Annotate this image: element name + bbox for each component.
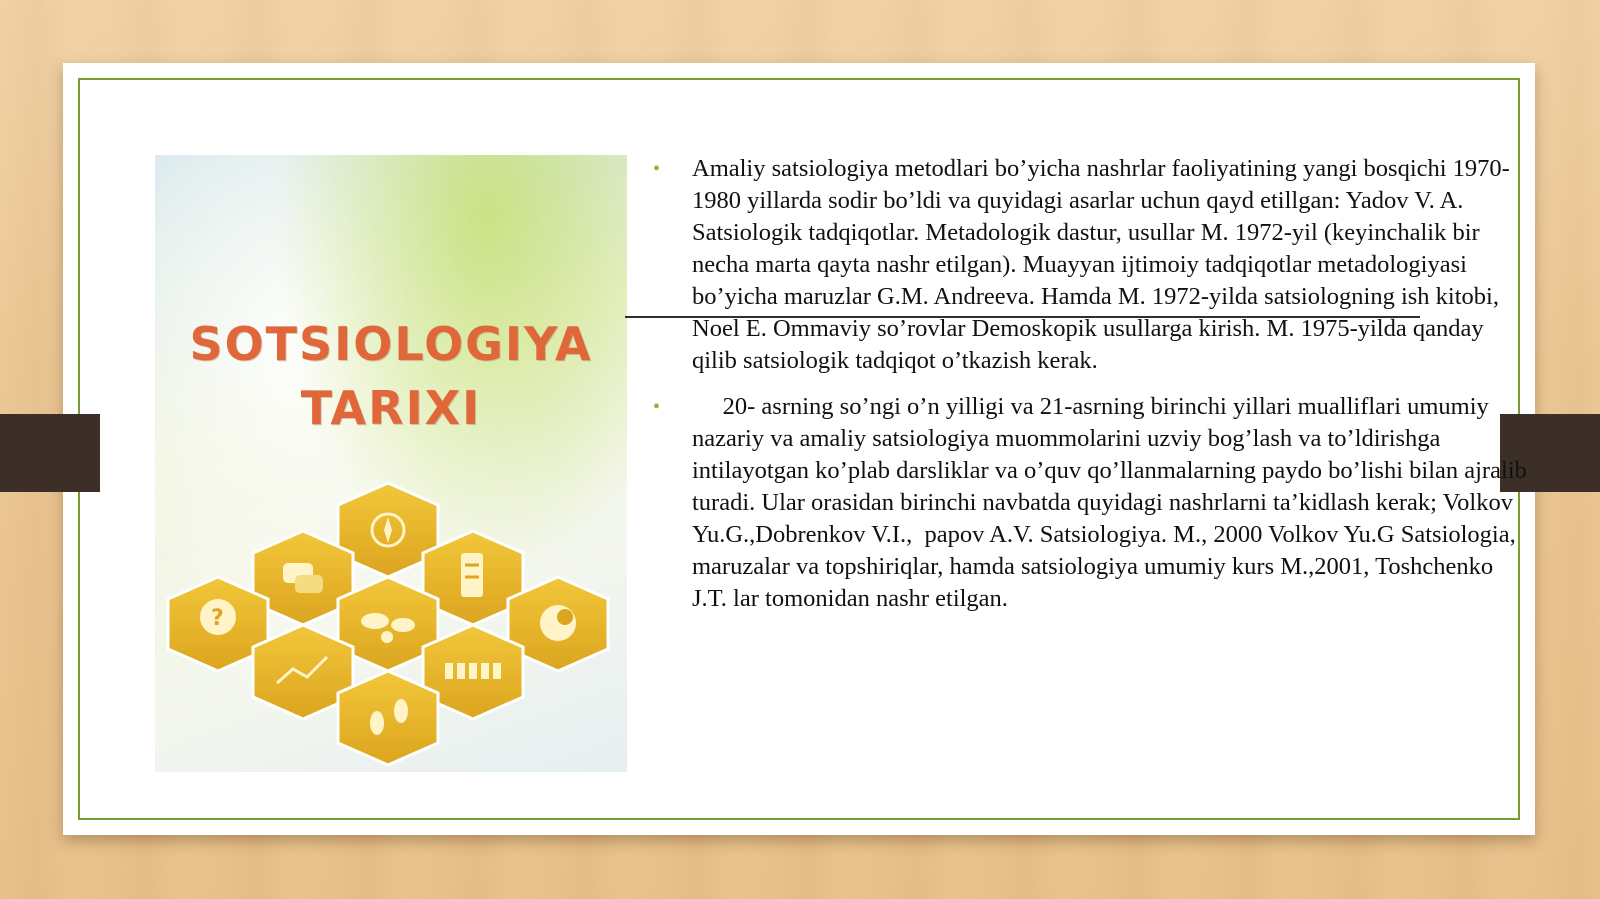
bullet-item bbox=[653, 391, 1533, 615]
svg-text:?: ? bbox=[211, 606, 224, 631]
left-side-tab bbox=[0, 414, 100, 492]
hexagon-cluster bbox=[155, 155, 627, 772]
bullet-list bbox=[653, 153, 1533, 629]
book-cover-image bbox=[155, 155, 627, 772]
bullet-text: Amaliy satsiologiya metodlari bo’yicha nashrlar faoliyatining yangi bosqichi 1970-1980 yillarda sodir bo’ldi va quyidagi asarlar uchun qayd etillgan: Yadov V. A. Satsiologik tadqiqotlar. Metadologik dastur, usullar M. 1972-yil (keyinchalik bir necha marta qayta nashr etilgan). Muayyan ijtimoiy tadqiqotlar metadologiyasi bo’yicha maruzlar G.M. Andreeva. Hamda M. 1972-yilda satsiologning ish kitobi, Noel E. Ommaviy so’rovlar Demoskopik usullarga kirish. M. 1975-yilda qanday qilib satsiologik tadqiqot o’tkazish kerak. bbox=[692, 155, 1510, 374]
bullet-dot-icon: • bbox=[653, 158, 661, 180]
cover-title-line2: TARIXI bbox=[300, 381, 482, 435]
bullet-item bbox=[653, 153, 1533, 377]
cover-title-line1: SOTSIOLOGIYA bbox=[189, 317, 593, 371]
bullet-dot-icon: • bbox=[653, 396, 661, 418]
bullet-text: 20- asrning so’ngi o’n yilligi va 21-asrning birinchi yillari mualliflari umumiy nazariy va amaliy satsiologiya muommolarini uzviy bog’lash va to’ldirishga intilayotgan ko’plab darsliklar va o’quv qo’llanmalarning paydo bo’lishi bilan ajralib turadi. Ular orasidan birinchi navbatda quyidagi nashrlarni ta’kidlash kerak; Volkov Yu.G.,Dobrenkov V.I., papov A.V. Satsiologiya. M., 2000 Volkov Yu.G Satsiologia, maruzalar va topshiriqlar, hamda satsiologiya umumiy kurs M.,2001, Toshchenko J.T. lar tomonidan nashr etilgan. bbox=[692, 393, 1533, 612]
footprints-icon bbox=[338, 671, 438, 765]
